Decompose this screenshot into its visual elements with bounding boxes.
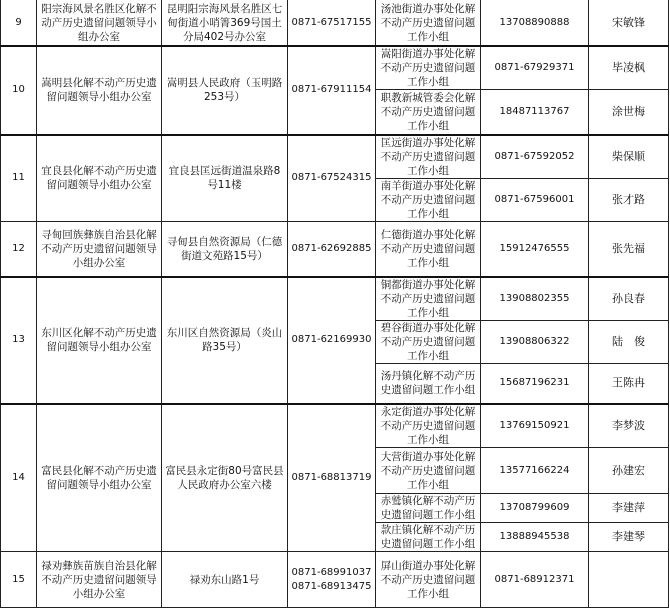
office-name: 东川区化解不动产历史遗留问题领导小组办公室 (37, 277, 162, 404)
office-name: 禄劝彝族苗族自治县化解不动产历史遗留问题领导小组办公室 (37, 552, 162, 608)
contact-phone: 0871-67596001 (481, 178, 589, 221)
office-phone: 0871-67524315 (288, 135, 376, 222)
row-number: 10 (1, 46, 37, 135)
row-number: 13 (1, 277, 37, 404)
work-group-unit: 永定街道办事处化解不动产历史遗留问题工作小组 (376, 404, 481, 448)
work-group-unit: 仁德街道办事处化解不动产历史遗留问题工作小组 (376, 221, 481, 277)
contact-name: 孙建宏 (589, 448, 669, 494)
work-group-unit: 汤丹镇化解不动产历史遗留问题工作小组 (376, 364, 481, 404)
contact-phone: 13769150921 (481, 404, 589, 448)
row-number: 15 (1, 552, 37, 608)
row-number: 9 (1, 0, 37, 46)
office-address: 嵩明县人民政府（玉明路253号） (162, 46, 288, 135)
office-address: 富民县永定街80号富民县人民政府办公室六楼 (162, 404, 288, 552)
office-address: 禄劝东山路1号 (162, 552, 288, 608)
office-address: 宜良县匡远街道温泉路8号11楼 (162, 135, 288, 222)
contact-phone: 13908802355 (481, 277, 589, 321)
contact-phone: 15687196231 (481, 364, 589, 404)
contact-phone: 13708890888 (481, 0, 589, 46)
contact-name: 李建琴 (589, 523, 669, 552)
office-phone: 0871-68813719 (288, 404, 376, 552)
work-group-unit: 南羊街道办事处化解不动产历史遗留问题工作小组 (376, 178, 481, 221)
office-phone: 0871-67517155 (288, 0, 376, 46)
row-number: 12 (1, 221, 37, 277)
contact-name: 王陈冉 (589, 364, 669, 404)
work-group-unit: 赤鹫镇化解不动产历史遗留问题工作小组 (376, 494, 481, 523)
work-group-unit: 碧谷街道办事处化解不动产历史遗留问题工作小组 (376, 321, 481, 364)
table-row (1, 135, 669, 179)
office-phone: 0871-62169930 (288, 277, 376, 404)
contact-phone: 13708799609 (481, 494, 589, 523)
work-group-unit: 汤池街道办事处化解不动产历史遗留问题工作小组 (376, 0, 481, 46)
office-name: 阳宗海风景名胜区化解不动产历史遗留问题领导小组办公室 (37, 0, 162, 46)
contact-name: 张先福 (589, 221, 669, 277)
office-name: 嵩明县化解不动产历史遗留问题领导小组办公室 (37, 46, 162, 135)
contact-name: 涂世梅 (589, 90, 669, 135)
contact-name: 毕凌枫 (589, 46, 669, 90)
table-row (1, 552, 669, 608)
contact-phone: 15912476555 (481, 221, 589, 277)
office-phone: 0871-68991037 0871-68913475 (288, 552, 376, 608)
table-row (1, 404, 669, 448)
work-group-unit: 大营街道办事处化解不动产历史遗留问题工作小组 (376, 448, 481, 494)
contact-name: 李梦波 (589, 404, 669, 448)
contact-phone: 13577166224 (481, 448, 589, 494)
contact-name: 陆 俊 (589, 321, 669, 364)
table-row (1, 221, 669, 277)
contact-phone: 13888945538 (481, 523, 589, 552)
work-group-unit: 嵩阳街道办事处化解不动产历史遗留问题工作小组 (376, 46, 481, 90)
contact-name: 李建萍 (589, 494, 669, 523)
contact-name: 宋敏锋 (589, 0, 669, 46)
contact-phone: 0871-68912371 (481, 552, 589, 608)
contact-name: 张才路 (589, 178, 669, 221)
office-name: 宜良县化解不动产历史遗留问题领导小组办公室 (37, 135, 162, 222)
office-address: 东川区自然资源局（炎山路35号） (162, 277, 288, 404)
office-address: 昆明阳宗海风景名胜区七甸街道小哨箐369号国土分局402号办公室 (162, 0, 288, 46)
contact-phone: 0871-67929371 (481, 46, 589, 90)
work-group-unit: 职教新城管委会化解不动产历史遗留问题工作小组 (376, 90, 481, 135)
contact-name: 孙良春 (589, 277, 669, 321)
row-number: 14 (1, 404, 37, 552)
contact-phone: 13908806322 (481, 321, 589, 364)
contact-name (589, 552, 669, 608)
work-group-unit: 铜都街道办事处化解不动产历史遗留问题工作小组 (376, 277, 481, 321)
table-row (1, 0, 669, 46)
office-name: 寻甸回族彝族自治县化解不动产历史遗留问题领导小组办公室 (37, 221, 162, 277)
contact-phone: 18487113767 (481, 90, 589, 135)
office-phone: 0871-67911154 (288, 46, 376, 135)
office-name: 富民县化解不动产历史遗留问题领导小组办公室 (37, 404, 162, 552)
work-group-unit: 款庄镇化解不动产历史遗留问题工作小组 (376, 523, 481, 552)
work-group-unit: 屏山街道办事处化解不动产历史遗留问题工作小组 (376, 552, 481, 608)
contact-phone: 0871-67592052 (481, 135, 589, 179)
work-group-unit: 匡远街道办事处化解不动产历史遗留问题工作小组 (376, 135, 481, 179)
table-row (1, 277, 669, 321)
contact-name: 柴保顺 (589, 135, 669, 179)
office-address: 寻甸县自然资源局（仁德街道文苑路15号） (162, 221, 288, 277)
office-phone: 0871-62692885 (288, 221, 376, 277)
row-number: 11 (1, 135, 37, 222)
table-row (1, 46, 669, 90)
